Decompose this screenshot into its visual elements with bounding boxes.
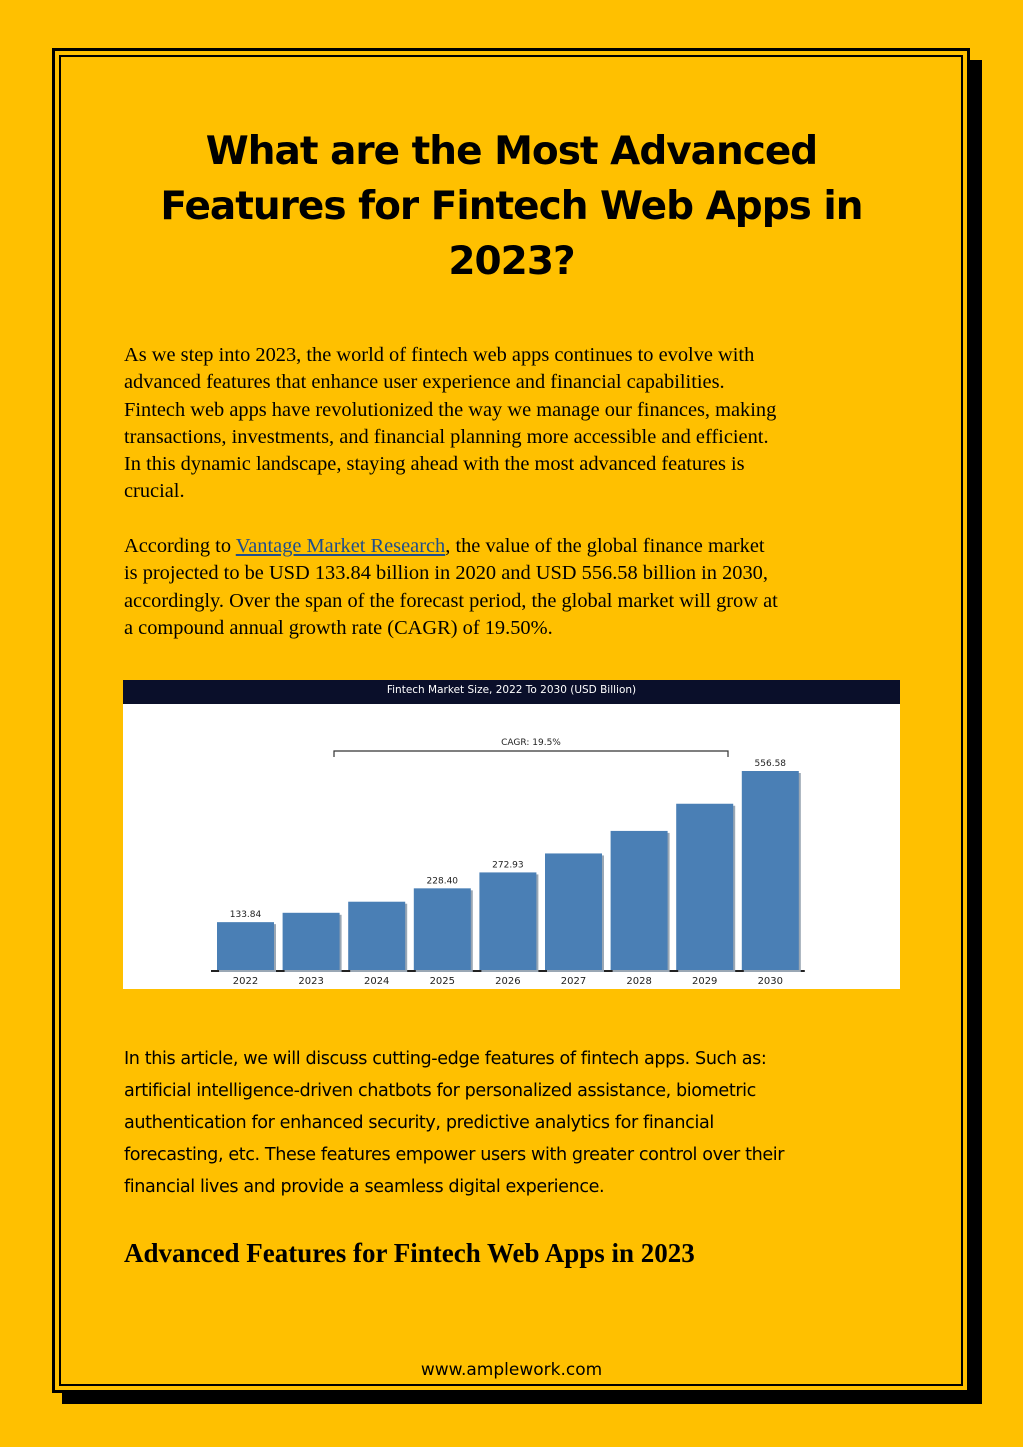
chart-title: Fintech Market Size, 2022 To 2030 (USD Billion) [123, 680, 900, 704]
x-tick-label: 2022 [232, 976, 259, 987]
section-heading: Advanced Features for Fintech Web Apps in 2023 [124, 1238, 695, 1268]
bar-2028 [611, 831, 668, 970]
chart-plot [123, 680, 900, 989]
article-line: authentication for enhanced security, predictive analytics for financial [124, 1113, 714, 1133]
x-tick-label: 2028 [626, 976, 652, 987]
market-line-1 [124, 533, 914, 560]
bar-2024 [348, 902, 405, 970]
bar-2029 [676, 804, 733, 970]
vantage-market-research-link[interactable]: Vantage Market Research [235, 535, 446, 557]
footer-website: www.amplework.com [420, 1360, 603, 1380]
title-line-1: What are the Most Advanced [205, 129, 818, 174]
market-line: is projected to be USD 133.84 billion in 2020 and USD 556.58 billion in 2030, [124, 562, 768, 585]
intro-paragraph [124, 342, 914, 506]
bar-2026 [479, 872, 536, 970]
x-tick-label: 2025 [429, 976, 456, 987]
x-tick-label: 2029 [691, 976, 718, 987]
data-label: 556.58 [754, 759, 787, 769]
bar-2030 [742, 771, 799, 970]
cagr-bracket [334, 751, 728, 757]
article-paragraph [124, 1043, 914, 1203]
bar-2023 [283, 913, 340, 970]
intro-line: As we step into 2023, the world of fintech web apps continues to evolve with [124, 344, 755, 366]
intro-line: Fintech web apps have revolutionized the way we manage our finances, making [124, 398, 777, 421]
fintech-market-chart [123, 680, 900, 989]
market-paragraph [124, 533, 914, 642]
intro-line: In this dynamic landscape, staying ahead with the most advanced features is [124, 453, 745, 476]
data-label: 272.93 [492, 860, 524, 871]
bar-2027 [545, 853, 602, 970]
intro-line: crucial. [124, 480, 185, 503]
market-line-1-suffix: , the value of the global finance market [445, 535, 765, 557]
x-tick-label: 2030 [757, 976, 784, 987]
x-tick-label: 2027 [560, 976, 587, 987]
market-line: accordingly. Over the span of the forecast period, the global market will grow at [124, 589, 778, 612]
data-label: 228.40 [426, 876, 459, 887]
x-tick-label: 2023 [298, 976, 324, 987]
article-line: In this article, we will discuss cutting-edge features of fintech apps. Such as: [124, 1049, 767, 1069]
title-line-3: 2023? [448, 239, 575, 284]
article-line: forecasting, etc. These features empower users with greater control over their [124, 1145, 785, 1165]
page-title [120, 124, 903, 289]
intro-line: advanced features that enhance user experience and financial capabilities. [124, 371, 725, 394]
market-line: a compound annual growth rate (CAGR) of 19.50%. [124, 616, 553, 639]
x-tick-label: 2026 [495, 976, 521, 987]
intro-line: transactions, investments, and financial planning more accessible and efficient. [124, 425, 769, 448]
bar-2025 [414, 888, 471, 970]
article-line: artificial intelligence-driven chatbots for personalized assistance, biometric [124, 1081, 756, 1101]
cagr-annotation: CAGR: 19.5% [501, 738, 561, 748]
x-tick-label: 2024 [363, 976, 390, 987]
data-label: 133.84 [229, 910, 262, 921]
article-line: financial lives and provide a seamless digital experience. [124, 1177, 605, 1197]
bar-2022 [217, 922, 274, 970]
title-line-2: Features for Fintech Web Apps in [160, 184, 863, 229]
market-prefix: According to [124, 535, 236, 557]
